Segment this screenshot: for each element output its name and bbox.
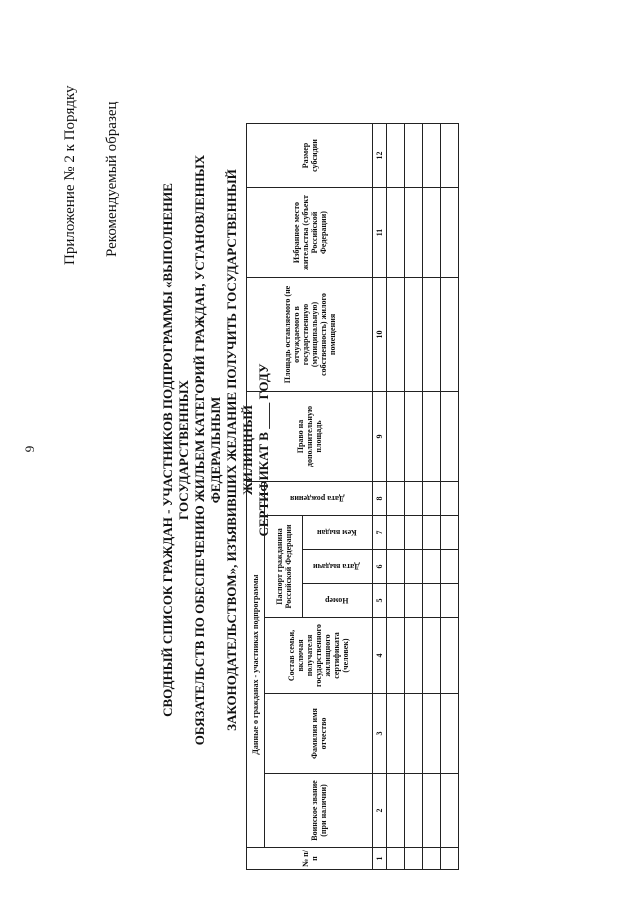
- title-line-1: СВОДНЫЙ СПИСОК ГРАЖДАН - УЧАСТНИКОВ ПОДПРОГРАММЫ «ВЫПОЛНЕНИЕ ГОСУДАРСТВЕННЫХ: [160, 183, 191, 717]
- header-row-1: [247, 124, 265, 870]
- title-line-4: СЕРТИФИКАТ В ____ ГОДУ: [256, 363, 271, 537]
- col-header-passport-number: Номер: [303, 584, 373, 618]
- column-number: 2: [373, 774, 387, 848]
- column-number: 5: [373, 584, 387, 618]
- col-header-fullname: Фамилия имя отчество: [265, 694, 373, 774]
- col-header-birthdate: Дата рождения: [265, 482, 373, 516]
- page-number: 9: [22, 445, 37, 453]
- group-header: Данные о гражданах - участниках подпрограммы: [247, 482, 265, 848]
- col-header-issue-date: Дата выдачи: [303, 550, 373, 584]
- col-header-rank: Воинское звание (при наличии): [265, 774, 373, 848]
- col-header-subsidy: Размер субсидии: [247, 124, 373, 188]
- column-number: 6: [373, 550, 387, 584]
- column-numbers-row: [373, 124, 387, 870]
- title-line-3: ЗАКОНОДАТЕЛЬСТВОМ», ИЗЪЯВИВШИХ ЖЕЛАНИЕ ПОЛУЧИТЬ ГОСУДАРСТВЕННЫЙ ЖИЛИЩНЫЙ: [224, 169, 255, 731]
- column-number: 11: [373, 188, 387, 278]
- col-header-residence: Избранное место жительства (субъект Российской Федерации): [247, 188, 373, 278]
- column-number: 4: [373, 618, 387, 694]
- table-row: [405, 124, 423, 870]
- column-number: 3: [373, 694, 387, 774]
- column-number: 9: [373, 392, 387, 482]
- table-row: [423, 124, 441, 870]
- col-header-family: Состав семьи, включая получателя государственного жилищного сертификата (человек): [265, 618, 373, 694]
- column-number: 7: [373, 516, 387, 550]
- table-row: [387, 124, 405, 870]
- citizens-table: [246, 123, 459, 870]
- column-number: 10: [373, 278, 387, 392]
- col-header-issued-by: Кем выдан: [303, 516, 373, 550]
- appendix-label: Приложение № 2 к Порядку: [62, 85, 78, 265]
- col-header-extra-area: Право на дополнительную площадь: [247, 392, 373, 482]
- passport-header: Паспорт гражданина Российской Федерации: [265, 516, 303, 618]
- table-row: [441, 124, 459, 870]
- sample-label: Рекомендуемый образец: [104, 101, 120, 257]
- column-number: 12: [373, 124, 387, 188]
- column-number: 1: [373, 848, 387, 870]
- title-line-2: ОБЯЗАТЕЛЬСТВ ПО ОБЕСПЕЧЕНИЮ ЖИЛЬЕМ КАТЕГОРИЙ ГРАЖДАН, УСТАНОВЛЕННЫХ ФЕДЕРАЛЬНЫМ: [192, 154, 223, 746]
- col-header-number: № п/п: [247, 848, 373, 870]
- col-header-retained-area: Площадь оставляемого (не отчуждаемого в государственную (муниципальную) собственность) жилого помещения: [247, 278, 373, 392]
- column-number: 8: [373, 482, 387, 516]
